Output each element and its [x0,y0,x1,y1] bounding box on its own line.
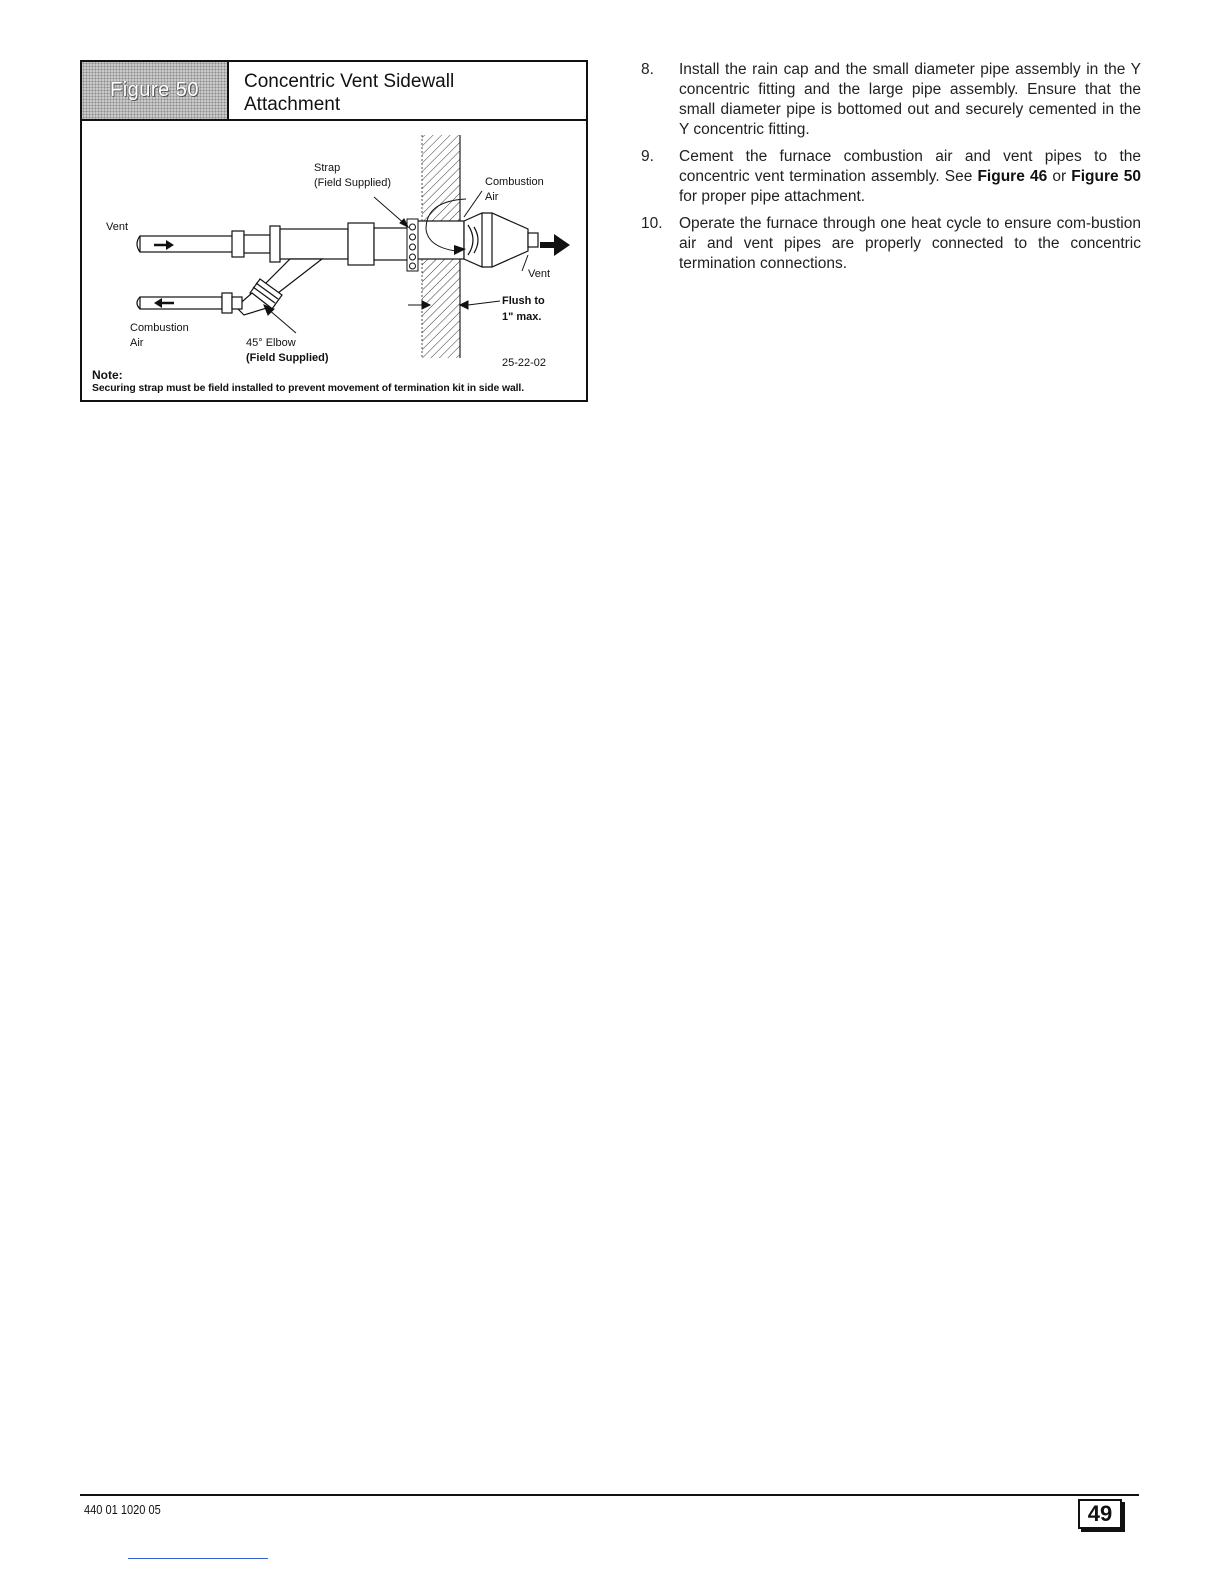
figure-46-reference: Figure 46 [977,168,1048,185]
callout-vent-right: Vent [528,268,551,280]
step-item [641,147,1141,207]
callout-vent-left: Vent [106,221,129,233]
drawing-number: 25-22-02 [502,357,547,369]
callout-combustion-air-left-line-2: Air [130,337,144,349]
callout-combustion-air-right-line-1: Combustion [485,176,544,188]
strap [407,219,418,271]
concentric-vent-diagram [82,121,586,400]
step-number: 9. [641,148,654,165]
step-number: 10. [641,215,663,232]
callout-strap-line-1: Strap [314,162,341,174]
installation-steps [641,60,1141,281]
figure-title-line-1: Concentric Vent Sidewall [244,71,455,92]
step-number: 8. [641,61,654,78]
figure-title [244,70,574,116]
figure-title-line-2: Attachment [244,94,341,115]
callout-elbow-line-2: (Field Supplied) [246,352,329,364]
step-item [641,60,1141,140]
figure-label: Figure 50 [82,62,229,119]
step-text-part: for proper pipe attachment. [679,188,866,205]
link-underline [128,1558,268,1559]
callout-combustion-air-right-line-2: Air [485,191,499,203]
step-text: Install the rain cap and the small diameter pipe assembly in the Y concentric fitting and the large pipe assembly. Ensure that the small diameter pipe is bottomed out and securely cemented in the Y concentric fitting. [679,61,1141,138]
figure-50-reference: Figure 50 [1071,168,1141,185]
step-item [641,214,1141,274]
figure-50-box [80,60,588,402]
document-number: 440 01 1020 05 [84,1502,161,1517]
combustion-air-pipe [137,293,242,313]
callout-flush-line-2: 1" max. [502,311,542,323]
vent-exhaust-arrow-right [540,234,570,256]
callout-strap-line-2: (Field Supplied) [314,177,392,189]
vent-pipe [137,223,412,265]
figure-note-text: Securing strap must be field installed to prevent movement of termination kit in side wall. [92,383,525,394]
figure-header [82,62,586,121]
figure-note-label: Note: [92,368,123,382]
step-text-part: or [1047,168,1072,185]
callout-combustion-air-left-line-1: Combustion [130,322,189,334]
callout-flush-line-1: Flush to [502,295,545,307]
step-text [679,147,1141,207]
step-text-part: Cement the furnace combustion air and vent pipes to the concentric vent termination assembly. See [679,148,1141,185]
callout-elbow-line-1: 45° Elbow [246,337,296,349]
footer-rule [80,1494,1139,1496]
step-text: Operate the furnace through one heat cycle to ensure com-bustion air and vent pipes are properly connected to the concentric termination connections. [679,215,1141,272]
page-number: 49 [1078,1499,1122,1529]
